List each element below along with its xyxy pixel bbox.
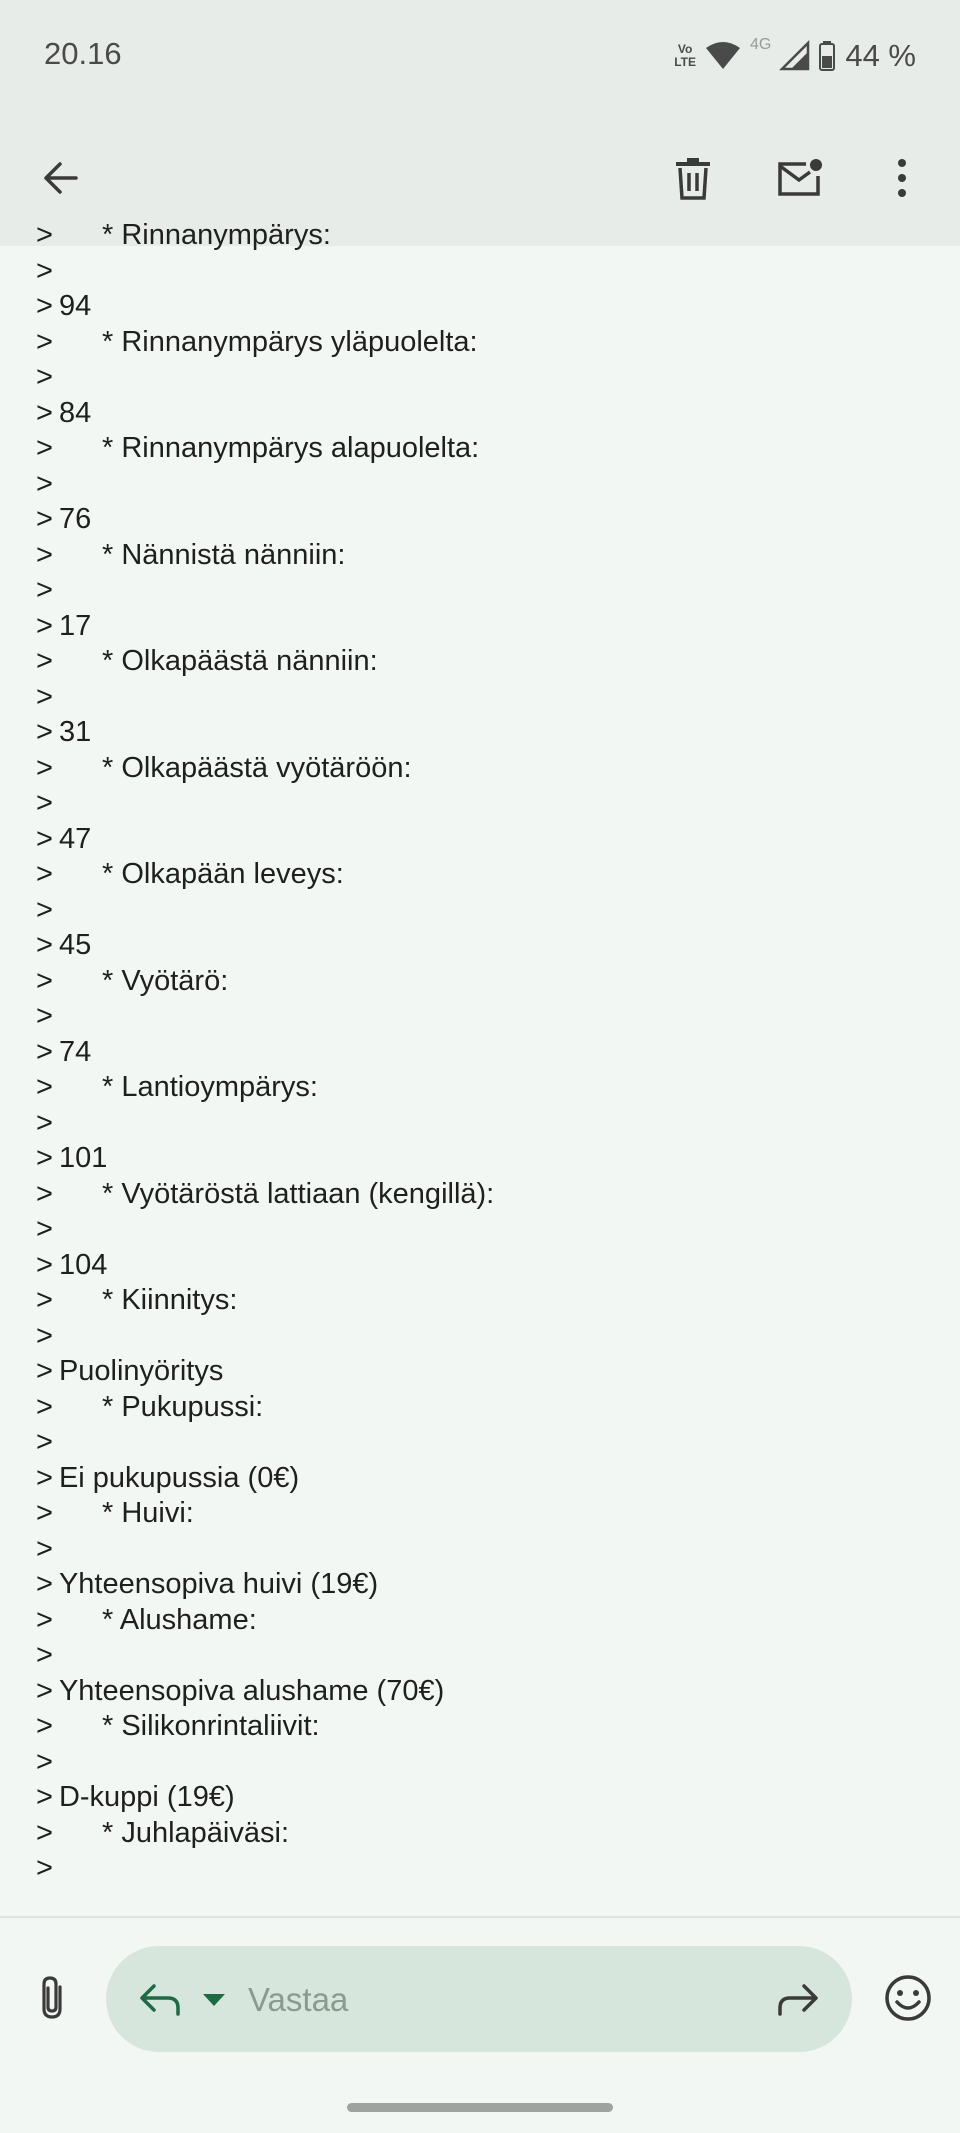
quoted-blank-line — [36, 1212, 494, 1248]
quoted-field-label — [36, 964, 494, 1000]
status-icons — [674, 36, 916, 76]
forward-button[interactable] — [774, 1976, 822, 2024]
quote-marker: > — [36, 751, 53, 784]
quoted-text: * Juhlapäiväsi: — [102, 1816, 289, 1849]
quoted-field-value — [36, 822, 494, 858]
quoted-blank-line — [36, 1851, 494, 1887]
quote-marker: > — [36, 538, 53, 571]
quoted-text: Yhteensopiva huivi (19€) — [58, 1568, 379, 1600]
cellular-4g-label: 4G — [749, 36, 772, 53]
quote-marker: > — [36, 1142, 53, 1174]
quoted-field-value — [36, 609, 494, 645]
quoted-blank-line — [36, 254, 494, 290]
quoted-text: 76 — [58, 503, 92, 535]
quoted-field-label — [36, 325, 494, 361]
quote-marker: > — [36, 787, 53, 819]
quoted-blank-line — [36, 1425, 494, 1461]
quoted-text: * Olkapäästä vyötäröön: — [102, 751, 412, 784]
quoted-field-label — [36, 1816, 494, 1852]
trash-icon — [675, 157, 711, 199]
quoted-field-value — [36, 715, 494, 751]
quoted-text: * Rinnanympärys yläpuolelta: — [102, 325, 478, 358]
quoted-blank-line — [36, 786, 494, 822]
more-vert-icon — [897, 158, 907, 198]
quoted-blank-line — [36, 999, 494, 1035]
quoted-field-value — [36, 502, 494, 538]
reply-field-container — [106, 1946, 852, 2052]
quote-marker: > — [36, 1639, 53, 1671]
quoted-field-label — [36, 1709, 494, 1745]
quote-marker: > — [36, 1248, 53, 1281]
quote-marker: > — [36, 361, 53, 393]
quote-marker: > — [36, 1319, 53, 1352]
quoted-blank-line — [36, 467, 494, 503]
more-options-button[interactable] — [866, 142, 938, 214]
quote-marker: > — [36, 609, 53, 642]
attach-button[interactable] — [24, 1970, 80, 2026]
quote-marker: > — [36, 1497, 53, 1529]
quote-marker: > — [36, 1071, 53, 1103]
reply-input[interactable] — [246, 1968, 730, 2032]
quote-marker: > — [36, 1781, 53, 1813]
quoted-field-value — [36, 289, 494, 325]
quoted-field-label — [36, 1390, 494, 1426]
reply-icon — [138, 1982, 182, 2018]
quoted-text: 101 — [58, 1142, 108, 1174]
gesture-navigation-bar[interactable] — [347, 2103, 613, 2112]
quote-marker: > — [36, 645, 53, 677]
quoted-field-label — [36, 1070, 494, 1106]
quoted-text: * Alushame: — [102, 1603, 257, 1636]
quoted-field-value — [36, 396, 494, 432]
quoted-text: * Huivi: — [102, 1497, 194, 1529]
quote-marker: > — [36, 1213, 53, 1245]
mark-unread-icon — [776, 158, 824, 198]
quote-marker: > — [36, 290, 53, 322]
emoji-button[interactable] — [880, 1970, 936, 2026]
quote-marker: > — [36, 716, 53, 748]
quoted-field-label — [36, 644, 494, 680]
quote-marker: > — [36, 1816, 53, 1849]
quoted-text: 45 — [58, 929, 92, 961]
quoted-blank-line — [36, 893, 494, 929]
quoted-blank-line — [36, 573, 494, 609]
quote-marker: > — [36, 1177, 53, 1210]
quote-marker: > — [36, 1745, 53, 1778]
quote-marker: > — [36, 1000, 53, 1032]
quoted-field-label — [36, 751, 494, 787]
quote-marker: > — [36, 503, 53, 535]
back-arrow-icon — [40, 158, 80, 198]
quoted-text: 104 — [58, 1248, 108, 1281]
quote-marker: > — [36, 254, 53, 287]
quoted-text: 94 — [58, 290, 92, 322]
quote-marker: > — [36, 325, 53, 358]
email-body[interactable] — [0, 219, 960, 1916]
quoted-text: * Olkapäästä nänniin: — [102, 645, 378, 677]
quoted-field-value — [36, 1674, 494, 1710]
quoted-text: * Rinnanympärys alapuolelta: — [102, 432, 480, 464]
quote-marker: > — [36, 1674, 53, 1707]
quoted-blank-line — [36, 680, 494, 716]
quoted-field-value — [36, 1141, 494, 1177]
quoted-text: * Kiinnitys: — [102, 1284, 238, 1316]
quoted-field-value — [36, 1567, 494, 1603]
delete-button[interactable] — [657, 142, 729, 214]
quoted-message — [36, 218, 494, 1887]
quoted-text: Ei pukupussia (0€) — [58, 1461, 300, 1494]
quoted-blank-line — [36, 1532, 494, 1568]
quoted-blank-line — [36, 1745, 494, 1781]
quoted-field-label — [36, 1496, 494, 1532]
wifi-icon — [706, 42, 740, 70]
status-time: 20.16 — [44, 36, 122, 71]
quote-marker: > — [36, 1106, 53, 1139]
quote-marker: > — [36, 858, 53, 890]
quote-marker: > — [36, 396, 53, 429]
forward-icon — [776, 1982, 820, 2018]
quoted-field-label — [36, 431, 494, 467]
quoted-field-value — [36, 1035, 494, 1071]
quoted-field-label — [36, 857, 494, 893]
reply-bar — [0, 1918, 960, 2133]
quoted-text: 47 — [58, 822, 92, 855]
quote-marker: > — [36, 467, 53, 500]
quote-marker: > — [36, 822, 53, 855]
back-button[interactable] — [24, 142, 96, 214]
quoted-field-label — [36, 218, 494, 254]
quoted-field-value — [36, 1354, 494, 1390]
quoted-text: Puolinyöritys — [58, 1355, 224, 1387]
mark-unread-button[interactable] — [764, 142, 836, 214]
quoted-blank-line — [36, 1106, 494, 1142]
quoted-field-label — [36, 1283, 494, 1319]
quoted-field-value — [36, 1780, 494, 1816]
quoted-text: D-kuppi (19€) — [58, 1781, 235, 1813]
reply-button[interactable] — [136, 1976, 184, 2024]
quote-marker: > — [36, 893, 53, 926]
quoted-text: * Nännistä nänniin: — [102, 538, 346, 571]
quoted-text: * Vyötärö: — [102, 964, 229, 997]
quote-marker: > — [36, 574, 53, 606]
quote-marker: > — [36, 1426, 53, 1458]
quoted-text: 17 — [58, 609, 92, 642]
paperclip-icon — [36, 1975, 68, 2021]
volte-icon: Vo LTE — [674, 42, 696, 69]
quote-marker: > — [36, 432, 53, 464]
battery-percent: 44 % — [845, 38, 916, 73]
quoted-field-value — [36, 1461, 494, 1497]
quoted-text: * Lantioympärys: — [102, 1071, 318, 1103]
reply-options-dropdown[interactable] — [198, 1984, 230, 2016]
quoted-text: 74 — [58, 1035, 92, 1068]
quoted-field-value — [36, 928, 494, 964]
quoted-text: Yhteensopiva alushame (70€) — [58, 1674, 445, 1707]
quote-marker: > — [36, 929, 53, 961]
quote-marker: > — [36, 1035, 53, 1068]
quote-marker: > — [36, 1284, 53, 1316]
dropdown-arrow-icon — [202, 1993, 226, 2007]
quote-marker: > — [36, 1710, 53, 1742]
quoted-field-value — [36, 1248, 494, 1284]
signal-icon — [781, 42, 809, 70]
quoted-text: * Rinnanympärys: — [102, 219, 331, 251]
quoted-field-label — [36, 1603, 494, 1639]
quote-marker: > — [36, 1852, 53, 1884]
quote-marker: > — [36, 1568, 53, 1600]
quoted-text: * Vyötäröstä lattiaan (kengillä): — [102, 1177, 495, 1210]
quoted-text: * Pukupussi: — [102, 1390, 264, 1423]
quote-marker: > — [36, 1461, 53, 1494]
quoted-text: 84 — [58, 396, 92, 429]
quoted-blank-line — [36, 1319, 494, 1355]
battery-icon — [819, 41, 835, 71]
quoted-blank-line — [36, 360, 494, 396]
status-bar — [0, 0, 960, 110]
quoted-field-label — [36, 538, 494, 574]
quoted-blank-line — [36, 1638, 494, 1674]
quoted-field-label — [36, 1177, 494, 1213]
quote-marker: > — [36, 219, 53, 251]
quoted-text: * Silikonrintaliivit: — [102, 1710, 320, 1742]
emoji-icon — [884, 1974, 932, 2022]
quote-marker: > — [36, 964, 53, 997]
quote-marker: > — [36, 1390, 53, 1423]
quote-marker: > — [36, 1603, 53, 1636]
quote-marker: > — [36, 680, 53, 713]
quote-marker: > — [36, 1355, 53, 1387]
quote-marker: > — [36, 1532, 53, 1565]
quoted-text: 31 — [58, 716, 92, 748]
quoted-text: * Olkapään leveys: — [102, 858, 344, 890]
